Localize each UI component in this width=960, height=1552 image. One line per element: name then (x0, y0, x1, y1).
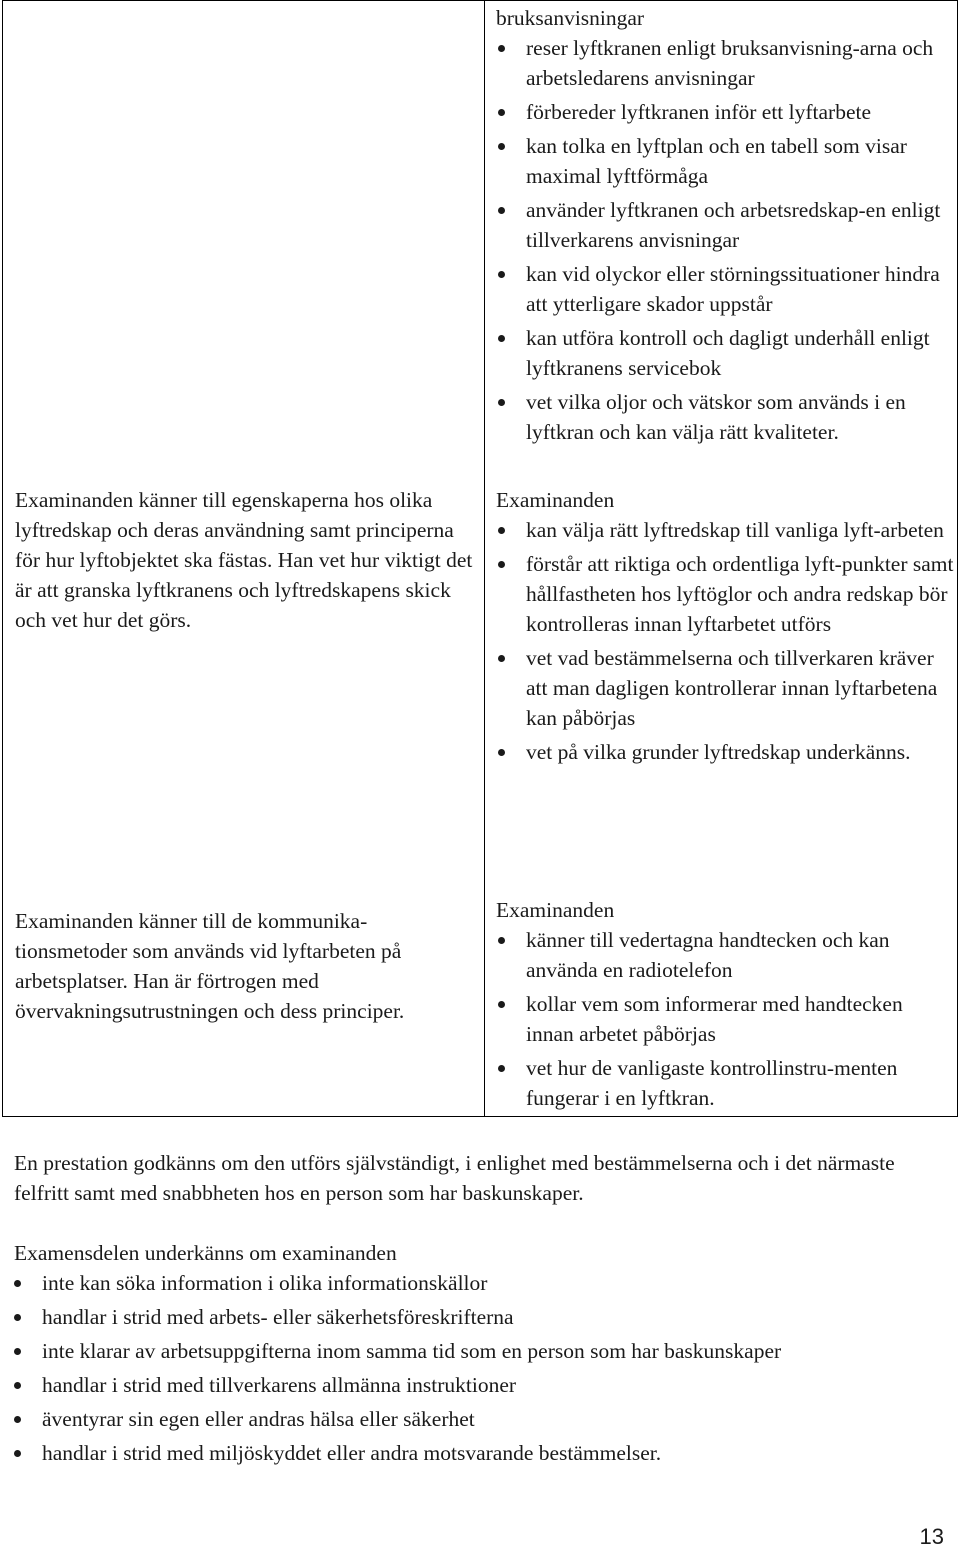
row3-list (496, 925, 954, 1113)
list-item: kan tolka en lyftplan och en tabell som visar maximal lyftförmåga (496, 131, 954, 191)
criteria-table (2, 0, 958, 1117)
row3-heading: Examinanden (496, 898, 615, 922)
rejection-intro: Examensdelen underkänns om examinanden (14, 1241, 397, 1265)
rejection-section (14, 1238, 949, 1472)
list-item: förbereder lyftkranen inför ett lyftarbete (496, 97, 954, 127)
list-item: kan välja rätt lyftredskap till vanliga lyft-arbeten (496, 515, 954, 545)
list-item: inte kan söka information i olika informationskällor (14, 1268, 949, 1298)
row2-heading: Examinanden (496, 488, 615, 512)
list-item: kollar vem som informerar med handtecken innan arbetet påbörjas (496, 989, 954, 1049)
list-item: äventyrar sin egen eller andras hälsa eller säkerhet (14, 1404, 949, 1434)
row1-right-cell (496, 3, 954, 451)
column-divider (484, 1, 485, 1116)
list-item: handlar i strid med tillverkarens allmänna instruktioner (14, 1370, 949, 1400)
row1-list (496, 33, 954, 447)
list-item: vet på vilka grunder lyftredskap underkänns. (496, 737, 954, 767)
list-item: förstår att riktiga och ordentliga lyft-punkter samt hållfastheten hos lyftöglor och andra redskap bör kontrolleras innan lyftarbetet utförs (496, 549, 954, 639)
list-item: handlar i strid med miljöskyddet eller andra motsvarande bestämmelser. (14, 1438, 949, 1468)
list-item: känner till vedertagna handtecken och kan använda en radiotelefon (496, 925, 954, 985)
row2-right-cell (496, 485, 954, 771)
list-item: vet vilka oljor och vätskor som används i en lyftkran och kan välja rätt kvaliteter. (496, 387, 954, 447)
row1-intro: bruksanvisningar (496, 6, 645, 30)
row3-left-text: Examinanden känner till de kommunika-tionsmetoder som används vid lyftarbeten på arbetsplatser. Han är förtrogen med övervakningsutrustningen och dess principer. (15, 909, 405, 1023)
list-item: handlar i strid med arbets- eller säkerhetsföreskrifterna (14, 1302, 949, 1332)
page-number: 13 (919, 1524, 944, 1549)
approval-paragraph: En prestation godkänns om den utförs självständigt, i enlighet med bestämmelserna och i det närmaste felfritt samt med snabbheten hos en person som har baskunskaper. (14, 1151, 895, 1205)
list-item: kan vid olyckor eller störningssituationer hindra att ytterligare skador uppstår (496, 259, 954, 319)
rejection-list (14, 1268, 949, 1468)
list-item: vet vad bestämmelserna och tillverkaren kräver att man dagligen kontrollerar innan lyftarbetena kan påbörjas (496, 643, 954, 733)
list-item: inte klarar av arbetsuppgifterna inom samma tid som en person som har baskunskaper (14, 1336, 949, 1366)
list-item: använder lyftkranen och arbetsredskap-en enligt tillverkarens anvisningar (496, 195, 954, 255)
row2-list (496, 515, 954, 767)
row2-left-text: Examinanden känner till egenskaperna hos olika lyftredskap och deras användning samt principerna för hur lyftobjektet ska fästas. Han vet hur viktigt det är att granska lyftkranens och lyftredskapens skick och vet hur det görs. (15, 488, 473, 632)
list-item: kan utföra kontroll och dagligt underhåll enligt lyftkranens servicebok (496, 323, 954, 383)
row3-right-cell (496, 895, 954, 1117)
list-item: reser lyftkranen enligt bruksanvisning-arna och arbetsledarens anvisningar (496, 33, 954, 93)
list-item: vet hur de vanligaste kontrollinstru-menten fungerar i en lyftkran. (496, 1053, 954, 1113)
